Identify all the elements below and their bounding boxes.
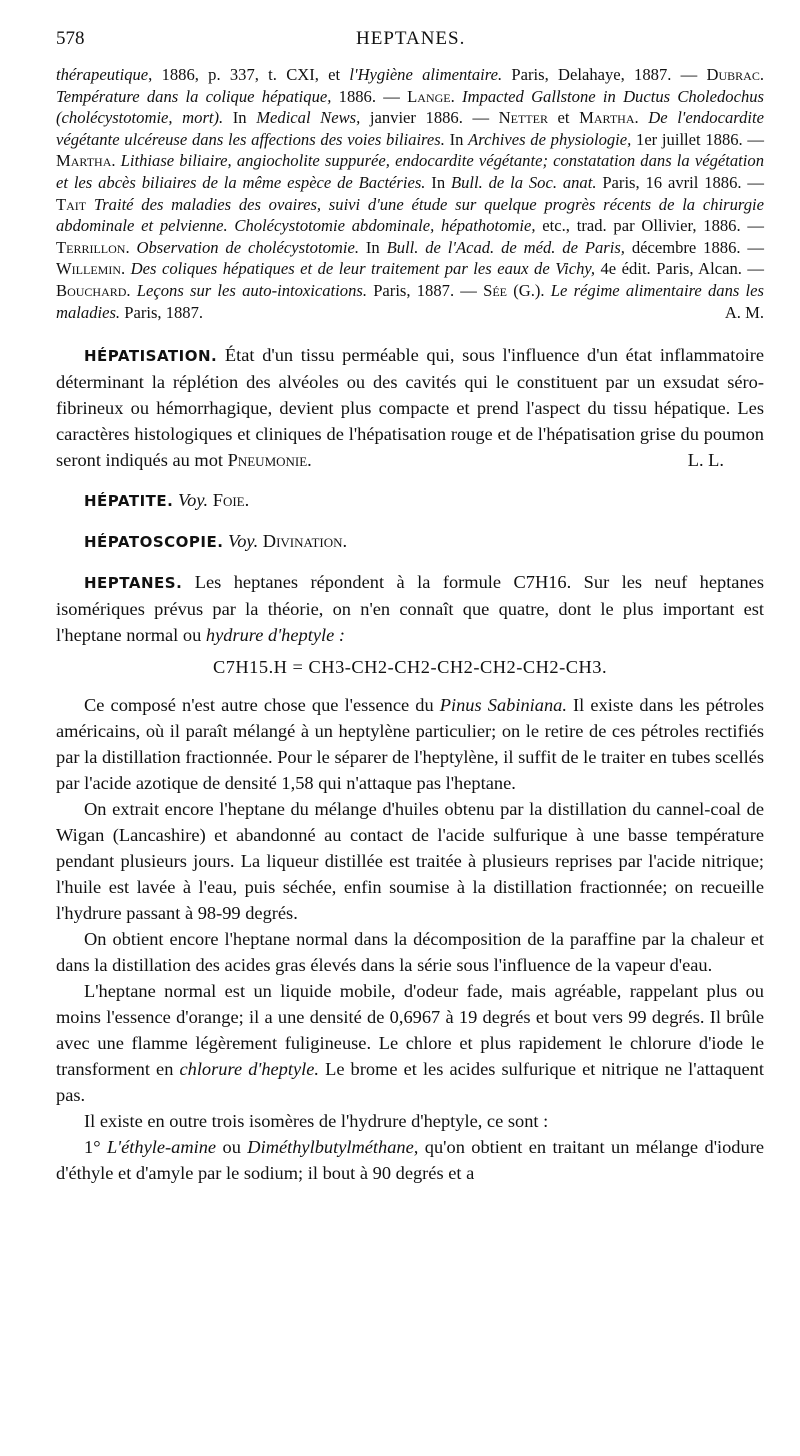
para-text: 1° — [84, 1137, 107, 1157]
page-header — [56, 28, 760, 54]
bib-title: Température dans la colique hépatique, — [56, 86, 332, 106]
bib-text: In — [223, 108, 257, 128]
voy-label: Voy. — [177, 490, 209, 510]
bib-text: 4e édit. Paris, Alcan. — — [595, 259, 764, 279]
bib-text: Paris, Delahaye, 1887. — — [502, 65, 707, 84]
bib-title: Lithiase biliaire, angiocholite suppurée, endocardite végétante; constatation dans la végétation et les abcès biliaires de la même espèce de Bactéries. — [56, 151, 764, 192]
bib-journal: Bull. de l'Acad. de méd. de Paris, — [386, 237, 625, 257]
bib-text: et — [547, 108, 580, 128]
page-number: 578 — [56, 28, 85, 49]
bib-text: In — [425, 172, 451, 192]
bib-text: thérapeutique — [56, 65, 149, 84]
para-italic: Pinus Sabiniana. — [439, 695, 567, 715]
bib-text: Paris, 1887. — — [366, 280, 484, 300]
bib-text: l'Hygiène alimentaire. — [349, 65, 503, 84]
bib-author: Martha. — [56, 151, 116, 171]
bib-title: Traité des maladies des ovaires, suivi d'une étude sur quelque progrès récents de la chirurgie abdominale et pelvienne. Cholécystotomie abdominale, hépathotomie, — [56, 194, 764, 236]
paragraph: On extrait encore l'heptane du mélange d'huiles obtenu par la distillation du cannel-coal de Wigan (Lancashire) et abandonné au contact de l'acide sulfurique à une basse température pendant plusieurs jours. La liqueur distillée est traitée à plusieurs reprises par l'acide nitrique; l'huile est lavée à l'eau, puis séchée, enfin soumise à la distillation fractionnée; on recueille l'hydrure passant à 98-99 degrés. — [56, 799, 764, 923]
bib-text: janvier 1886. — — [360, 108, 499, 128]
bib-text: etc., trad. par Ollivier, 1886. — — [535, 216, 764, 236]
para-text: Ce composé n'est autre chose que l'essence du — [84, 695, 440, 715]
bib-text: , 1886, p. 337, t. CXI, et — [148, 65, 350, 84]
para-text: L'heptane normal est un liquide mobile, d'odeur fade, mais agréable, rappelant plus ou moins l'essence d'orange; il a une densité de 0,6967 à 19 degrés et bout vers 99 degrés. Il brûle avec une flamme légèrement fuligineuse. Le chlore et plus rapidement le chlorure d'iode le transforment en — [56, 981, 764, 1079]
entries — [56, 342, 764, 1186]
bib-author: Sée — [483, 280, 508, 300]
bib-author: Netter — [498, 108, 548, 128]
bib-author: Willemin. — [56, 259, 126, 279]
para-italic: L'éthyle-amine — [106, 1137, 217, 1157]
bibliography-block — [56, 64, 764, 323]
bib-text: (G.). — [507, 280, 551, 300]
headword: HÉPATOSCOPIE. — [84, 533, 224, 551]
para-italic: chlorure d'heptyle. — [179, 1059, 320, 1079]
bib-author: Dubrac. — [706, 65, 764, 84]
chemical-formula: C7H15.H = CH3-CH2-CH2-CH2-CH2-CH2-CH3. — [212, 657, 608, 677]
para-text: Il existe dans les pétroles américains, où il paraît mélangé à un heptylène particulier; on le retire de ces pétroles rectifiés par la distillation fractionnée. Pour le séparer de l'heptylène, il suffit de le traiter en tubes scellés par l'acide azotique de densité 1,58 qui n'attaque pas l'heptane. — [56, 695, 764, 793]
bib-text: décembre 1886. — — [624, 237, 764, 257]
bib-text: 1er juillet 1886. — — [631, 129, 764, 149]
paragraph: On obtient encore l'heptane normal dans la décomposition de la paraffine par la chaleur et dans la distillation des acides gras élevés dans la série sous l'influence de la vapeur d'eau. — [56, 929, 764, 975]
bib-title: Leçons sur les auto-intoxications. — [130, 280, 367, 300]
entry-hepatite — [56, 487, 764, 514]
author-signature: L. L. — [687, 450, 724, 470]
bib-author: Tait — [56, 194, 87, 214]
entry-text: Les heptanes répondent à la formule C7H16. Sur les neuf heptanes isomériques prévus par la théorie, on n'en connaît que quatre, dont le plus important est l'heptane normal ou — [56, 572, 764, 645]
entry-italic: hydrure d'heptyle : — [205, 625, 345, 645]
bib-journal: Bull. de la Soc. anat. — [450, 172, 597, 192]
bib-author: Bouchard. — [56, 280, 131, 300]
cross-reference: Pneumonie. — [227, 450, 312, 470]
paragraph — [56, 1134, 764, 1186]
bib-journal: Archives de physiologie, — [468, 129, 632, 149]
bib-journal: Medical News, — [256, 108, 361, 128]
para-text: qu'on obtient en traitant un mélange d'iodure d'éthyle et d'amyle par le sodium; il bout à 90 degrés et a — [56, 1137, 764, 1183]
bib-text: In — [359, 237, 387, 257]
paragraph — [56, 978, 764, 1108]
headword: HEPTANES. — [84, 574, 183, 592]
entry-hepatoscopie — [56, 528, 764, 555]
entry-heptanes — [56, 569, 764, 648]
paragraph: Il existe en outre trois isomères de l'hydrure d'heptyle, ce sont : — [84, 1111, 549, 1131]
bib-title: Le régime alimentaire dans les maladies. — [56, 280, 764, 322]
voy-label: Voy. — [228, 531, 259, 551]
bib-author: Lange. — [407, 86, 455, 106]
para-italic: Diméthylbutylméthane, — [247, 1137, 419, 1157]
bib-text: Paris, 1887. — [120, 302, 204, 322]
bib-title: Impacted Gallstone in Ductus Choledochus (cholécystotomie, mort). — [56, 86, 765, 128]
para-text: Le brome et les acides sulfurique et nitrique ne l'attaquent pas. — [56, 1059, 764, 1105]
bib-author: Terrillon. — [56, 237, 130, 257]
paragraph — [56, 692, 764, 796]
author-signature: A. M. — [724, 302, 764, 322]
bib-text: Paris, 16 avril 1886. — — [596, 172, 764, 192]
bib-title: De l'endocardite végétante ulcéreuse dans les affections des voies biliaires. — [56, 108, 764, 149]
headword: HÉPATITE. — [84, 492, 174, 510]
bib-title: Observation de cholécystotomie. — [129, 237, 359, 257]
bib-author: Martha. — [579, 108, 639, 128]
bib-title: Des coliques hépatiques et de leur traitement par les eaux de Vichy, — [125, 259, 595, 279]
entry-text: État d'un tissu perméable qui, sous l'influence d'un état inflammatoire déterminant la réplétion des alvéoles ou des cavités qui le constituent par un exsudat séro-fibrineux ou hémorrhagique, devient plus compacte et prend l'aspect du tissu hépatique. Les caractères histologiques et cliniques de l'hépatisation rouge et de l'hépatisation grise du poumon seront indiqués au mot — [56, 345, 764, 470]
cross-reference: Divination. — [262, 531, 348, 551]
para-text: ou — [216, 1137, 248, 1157]
cross-reference: Foie. — [212, 490, 250, 510]
running-title: HEPTANES. — [356, 28, 466, 49]
entry-hepatisation — [56, 342, 764, 473]
headword: HÉPATISATION. — [84, 347, 218, 365]
bib-text: In — [444, 129, 469, 149]
bib-text: 1886. — — [331, 86, 408, 106]
